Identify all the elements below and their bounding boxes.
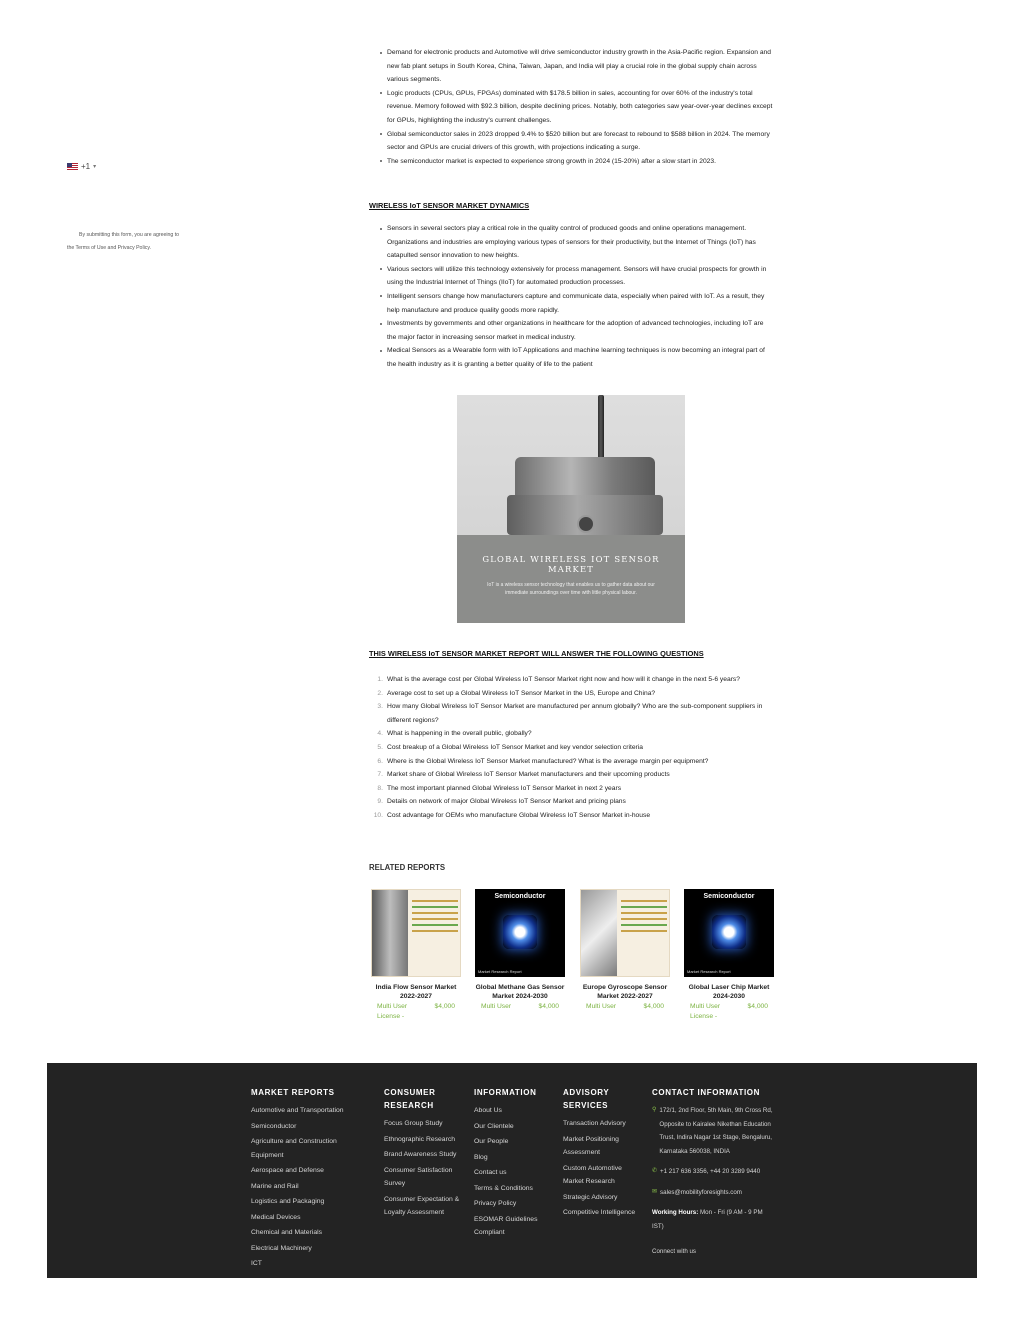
report-price: $4,000 [747,1003,768,1010]
footer-link[interactable]: Terms & Conditions [474,1184,533,1192]
dynamics-bullet-list [378,222,774,372]
report-thumbnail[interactable] [371,889,461,977]
footer-link[interactable]: Consumer Expectation & Loyalty Assessment [384,1195,460,1216]
bullet-item: Various sectors will utilize this technology extensively for process management. Sensors will have crucial prospects for growth in using the Industrial Internet of Things (IIoT) for automated production processes. [378,263,774,290]
report-price: $4,000 [434,1003,455,1010]
license-type[interactable]: Multi User [586,1003,617,1010]
question-number: 9. [377,798,383,806]
license-more[interactable]: License - [377,1013,405,1020]
footer-link[interactable]: Electrical Machinery [251,1244,312,1252]
question-text: What is happening in the overall public, globally? [387,730,532,738]
footer-link[interactable]: Our People [474,1138,509,1145]
thumb-footer: Market Research Report [478,969,522,974]
phone-country-selector[interactable] [67,162,96,171]
phone-code: +1 [81,162,91,171]
license-more[interactable]: License - [690,1013,718,1020]
footer-heading: ADVISORY SERVICES [563,1088,610,1110]
question-text: Details on network of major Global Wireless IoT Sensor Market and pricing plans [387,798,626,806]
contact-address: 172/1, 2nd Floor, 5th Main, 9th Cross Rd, Opposite to Kairalee Nikethan Education Trust, Indira Nagar 1st Stage, Bengaluru, Karnataka 560038, INDIA [659,1107,773,1155]
report-name[interactable]: Global Laser Chip Market 2024-2030 [688,984,770,1000]
related-report-card[interactable] [580,889,670,1010]
footer-link[interactable]: Ethnographic Research [384,1135,456,1143]
footer-link[interactable]: Semiconductor [251,1122,297,1130]
thumb-title: Semiconductor [703,893,755,900]
related-report-card[interactable] [684,889,774,1020]
footer-link[interactable]: Competitive Intelligence [563,1209,636,1216]
footer-link[interactable]: Aerospace and Defense [251,1167,324,1174]
question-text: Cost advantage for OEMs who manufacture Global Wireless IoT Sensor Market in-house [387,811,651,819]
question-text: Market share of Global Wireless IoT Sensor Market manufacturers and their upcoming products [387,771,670,779]
footer-heading: CONSUMER RESEARCH [384,1088,436,1110]
footer-link[interactable]: Agriculture and Construction Equipment [251,1138,337,1159]
footer-link[interactable]: ICT [251,1260,262,1267]
thumb-title: Semiconductor [494,893,546,900]
bullet-item: Medical Sensors as a Wearable form with IoT Applications and machine learning techniques is now becoming an integral part of the health industry as it is granting a better quality of life to the patient [378,344,774,371]
footer-link[interactable]: Chemical and Materials [251,1229,323,1236]
consent-text: By submitting this form, you are agreeing to the Terms of Use and Privacy Policy. [67,232,180,251]
report-thumbnail[interactable] [475,889,565,977]
report-thumbnail[interactable] [684,889,774,977]
license-type[interactable]: Multi User [690,1003,721,1010]
question-item [369,755,779,769]
footer-link[interactable]: Focus Group Study [384,1120,443,1127]
connect-with-us: Connect with us [652,1248,697,1255]
cover-title-line2: MARKET [547,564,595,574]
cover-subtitle: IoT is a wireless sensor technology that enables us to gather data about our immediate surroundings over time with little physical labour. [487,582,655,596]
contact-email[interactable]: sales@mobilityforesights.com [660,1188,742,1196]
bullet-item: Demand for electronic products and Automotive will drive semiconductor industry growth in the Asia-Pacific region. Expansion and new fab plant setups in South Korea, China, Taiwan, Japan, and India will play a crucial role in the global supply chain across various segments. [378,46,774,87]
question-item [369,809,779,823]
question-item [369,673,779,687]
chip-icon [712,915,746,949]
site-footer [47,1063,977,1278]
question-item [369,795,779,809]
question-text: Where is the Global Wireless IoT Sensor Market manufactured? What is the average margin per equipment? [387,757,709,765]
report-price: $4,000 [643,1003,664,1010]
license-type[interactable]: Multi User [481,1003,512,1010]
footer-market-reports [251,1086,369,1273]
cover-title-line1: GLOBAL WIRELESS IOT SENSOR [482,554,660,564]
terms-privacy-link[interactable]: the Terms of Use and Privacy Policy. [67,245,151,251]
footer-heading: MARKET REPORTS [251,1088,335,1097]
question-number: 7. [377,771,383,779]
question-number: 5. [377,743,383,751]
question-number: 4. [377,730,383,738]
bullet-item: Global semiconductor sales in 2023 dropped 9.4% to $520 billion but are forecast to rebound to $588 billion in 2024. The memory sector and GPUs are crucial drivers of this growth, with projections indicating a surge. [378,128,774,155]
question-item [369,700,779,727]
related-report-card[interactable] [475,889,565,1010]
report-price: $4,000 [538,1003,559,1010]
footer-link[interactable]: Our Clientele [474,1122,514,1130]
question-number: 10. [373,811,383,819]
chip-icon [503,915,537,949]
location-pin-icon: ⚲ [652,1107,657,1113]
question-number: 2. [377,689,383,697]
question-item [369,768,779,782]
gyroscope-photo [581,890,617,977]
footer-link[interactable]: Consumer Satisfaction Survey [384,1166,453,1187]
bullet-item: Intelligent sensors change how manufacturers capture and communicate data, especially when paired with IoT. As a result, they help manufacture and produce quality goods more rapidly. [378,290,774,317]
report-thumbnail[interactable] [580,889,670,977]
report-name[interactable]: India Flow Sensor Market 2022-2027 [375,984,457,1000]
question-text: The most important planned Global Wireless IoT Sensor Market in next 2 years [387,784,622,792]
footer-link[interactable]: Automotive and Transportation [251,1107,344,1114]
question-text: Average cost to set up a Global Wireless IoT Sensor Market in the US, Europe and China? [387,689,656,697]
footer-link[interactable]: Custom Automotive Market Research [563,1164,622,1185]
footer-link[interactable]: About Us [474,1107,502,1114]
question-item [369,741,779,755]
report-name[interactable]: Europe Gyroscope Sensor Market 2022-2027 [582,984,668,1000]
footer-consumer-research [384,1086,464,1222]
chevron-down-icon: ▾ [93,164,97,170]
question-number: 3. [377,703,383,711]
footer-link[interactable]: Contact us [474,1169,507,1176]
sensor-photo [372,890,408,977]
cover-caption-panel [457,535,685,623]
phone-icon: ✆ [652,1168,658,1174]
bullet-item: Logic products (CPUs, GPUs, FPGAs) dominated with $178.5 billion in sales, accounting for over 60% of the industry's total revenue. Memory followed with $92.3 billion, despite declining prices. Notably, both categories saw year-over-year declines except for GPUs, highlighting the industry's current challenges. [378,87,774,128]
question-number: 8. [377,784,383,792]
footer-heading: CONTACT INFORMATION [652,1088,760,1097]
bullet-item: Sensors in several sectors play a critical role in the quality control of produced goods and online operations management. Organizations and industries are employing various types of sensors for their productivity, but the Internet of Things (IoT) has catapulted sensor innovation to new heights. [378,222,774,263]
footer-link[interactable]: Transaction Advisory [563,1120,626,1127]
footer-advisory-services [563,1086,639,1222]
bullet-item: The semiconductor market is expected to experience strong growth in 2024 (15-20%) after a slow start in 2023. [378,155,774,169]
question-number: 6. [377,757,383,765]
license-type[interactable]: Multi User [377,1003,408,1010]
question-number: 1. [377,676,383,683]
footer-information [474,1086,552,1242]
question-item [369,727,779,741]
question-text: Cost breakup of a Global Wireless IoT Sensor Market and key vendor selection criteria [387,743,643,751]
sensor-port-graphic [577,515,595,533]
footer-link[interactable]: ESOMAR Guidelines Compliant [474,1215,538,1236]
footer-link[interactable]: Brand Awareness Study [384,1151,457,1158]
us-flag-icon [67,163,78,170]
question-text: How many Global Wireless IoT Sensor Market are manufactured per annum globally? Who are the sub-component suppliers in different regions? [387,703,763,724]
footer-link[interactable]: Strategic Advisory [563,1193,618,1201]
footer-link[interactable]: Logistics and Packaging [251,1198,325,1205]
footer-heading: INFORMATION [474,1088,537,1097]
bullet-item: Investments by governments and other organizations in healthcare for the adoption of advanced technologies, including IoT are the major factor in increasing sensor market in medical industry. [378,317,774,344]
report-cover-image [457,395,685,623]
intro-bullet-list [378,46,774,168]
question-item [369,782,779,796]
related-reports-title: RELATED REPORTS [369,863,446,872]
footer-link[interactable]: Marine and Rail [251,1182,299,1190]
question-item [369,687,779,701]
dynamics-title: WIRELESS IoT SENSOR MARKET DYNAMICS [369,201,530,210]
footer-link[interactable]: Privacy Policy [474,1200,517,1207]
footer-link[interactable]: Medical Devices [251,1213,301,1221]
footer-link[interactable]: Market Positioning Assessment [563,1135,619,1156]
questions-list [369,673,779,823]
related-report-card[interactable] [371,889,461,1020]
footer-link[interactable]: Blog [474,1153,488,1161]
working-hours: Working Hours: Mon - Fri (9 AM - 9 PM IST) [652,1209,763,1230]
contact-phone[interactable]: +1 217 636 3356, +44 20 3289 9440 [660,1168,761,1175]
footer-contact [652,1086,774,1266]
email-icon: ✉ [652,1188,658,1195]
questions-title: THIS WIRELESS IoT SENSOR MARKET REPORT WILL ANSWER THE FOLLOWING QUESTIONS [369,649,704,658]
report-name[interactable]: Global Methane Gas Sensor Market 2024-2030 [475,984,565,1000]
thumb-footer: Market Research Report [687,969,731,974]
question-text: What is the average cost per Global Wireless IoT Sensor Market right now and how will it change in the next 5-6 years? [387,676,740,683]
